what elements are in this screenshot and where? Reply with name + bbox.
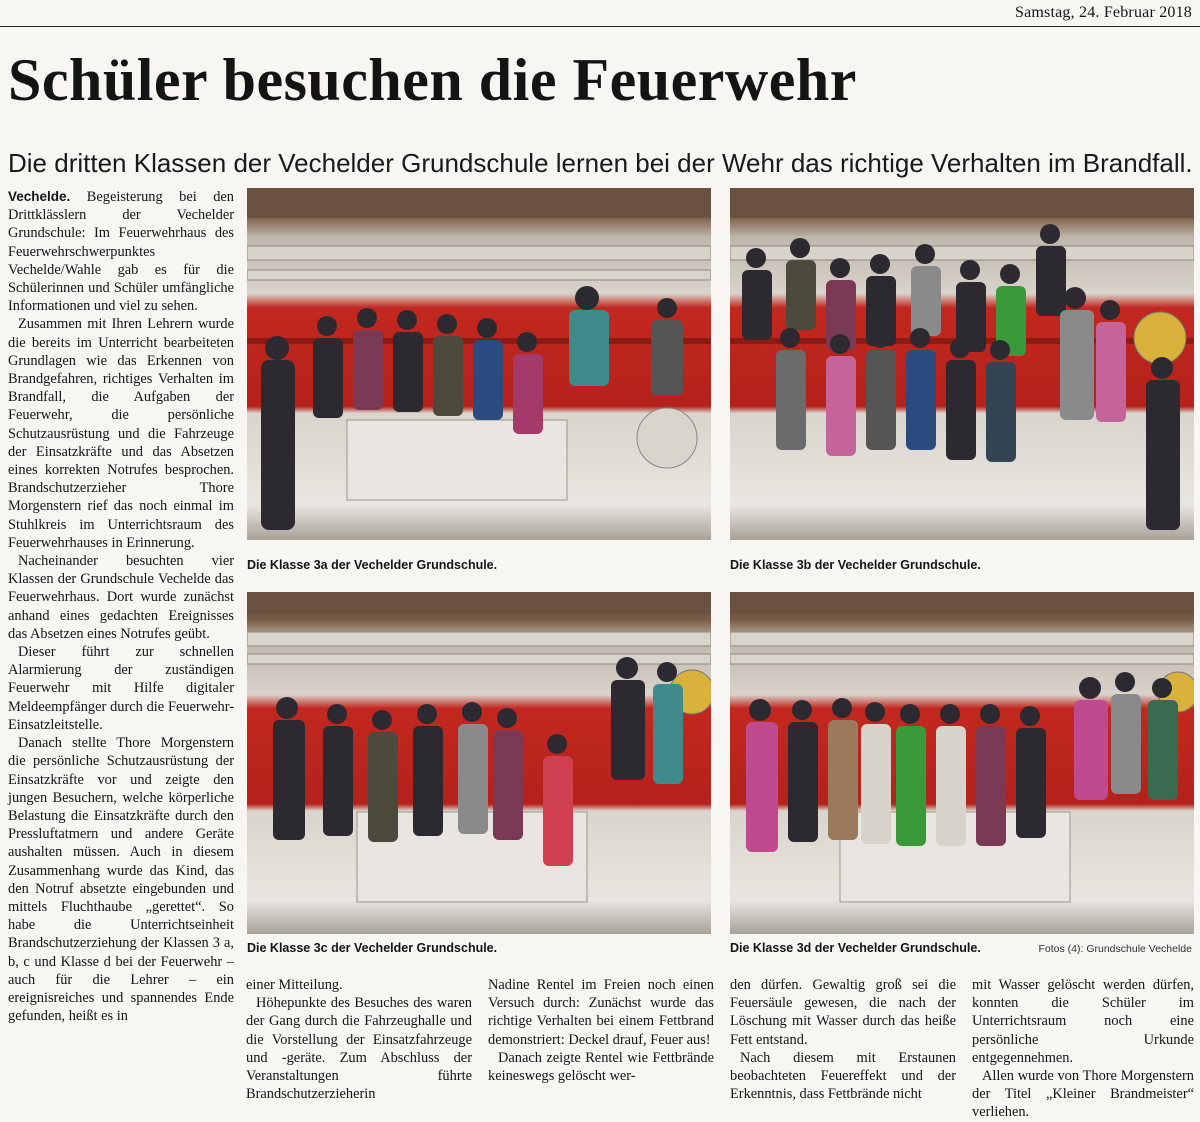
photo-caption: Die Klasse 3a der Vechelder Grundschule. [247, 558, 498, 572]
photo-credit: Fotos (4): Grundschule Vechelde [1038, 943, 1192, 955]
article-column-2 [246, 976, 472, 1103]
dateline: Vechelde. [8, 189, 71, 204]
paragraph: Vechelde. Begeisterung bei den Drittklässlern der Vechelder Grundschule: Im Feuerwehrhaus des Feuerwehrschwerpunktes Vechelde/Wahle gab es für die Schülerinnen und Schüler umfängliche Informationen und viel zu sehen. [8, 189, 234, 315]
paragraph: Zusammen mit Ihren Lehrern wurde die bereits im Unterricht bearbeiteten Grundlagen wie das Erkennen von Brandgefahren, richtiges Verhalten im Brandfall, die Aufgaben der Feuerwehr, die persönliche Schutzausrüstung und die Fahrzeuge der Einsatzkräfte und das Absetzen eines korrekten Notrufes besprochen. Brandschutzerzieher Thore Morgenstern rief das noch einmal im Stuhlkreis im Unterrichtsraum des Feuerwehrhauses in Erinnerung. [8, 316, 234, 551]
paragraph: mit Wasser gelöscht werden dürfen, konnten die Schüler im Unterrichtsraum noch eine persönliche Urkunde entgegennehmen. [972, 977, 1194, 1066]
photo-class-3b [730, 188, 1194, 540]
paragraph: Dieser führt zur schnellen Alarmierung der zuständigen Feuerwehr mit Hilfe digitaler Meldeempfänger durch die Feuerwehr-Einsatzleitstelle. [8, 644, 234, 733]
article-column-1 [8, 188, 234, 1025]
headline: Schüler besuchen die Feuerwehr [8, 47, 857, 113]
paragraph: Allen wurde von Thore Morgenstern der Titel „Kleiner Brandmeister“ verliehen. [972, 1068, 1194, 1121]
paragraph: Danach stellte Thore Morgenstern die persönliche Schutzausrüstung der Einsatzkräfte vor und zeigte den jungen Besuchern, welche körperliche Belastung die Einsatzkräfte durch den Pressluftatmern und andere Geräte aushalten müssen. Auch in diesem Zusammenhang wurde das Kind, das den Notruf absetzte eingebunden und mittels Fluchthaube „gerettet“. So habe die Unterrichtseinheit Brandschutzerziehung der Klassen 3 a, b, c und Klasse d bei der Feuerwehr – auch für die Lehrer – ein ereignisreiches und spannendes Ende gefunden, heißt es in [8, 735, 234, 1025]
photo-caption: Die Klasse 3b der Vechelder Grundschule. [730, 558, 981, 572]
issue-date: Samstag, 24. Februar 2018 [1015, 4, 1192, 21]
subheadline: Die dritten Klassen der Vechelder Grundschule lernen bei der Wehr das richtige Verhalten im Brandfall. [8, 148, 1193, 178]
photo-class-3d [730, 592, 1194, 934]
paragraph: Nacheinander besuchten vier Klassen der Grundschule Vechelde das Feuerwehrhaus. Dort wurde zunächst anhand eines gedachten Ereignisses das Absetzen eines Notrufes geübt. [8, 553, 234, 642]
paragraph: den dürfen. Gewaltig groß sei die Feuersäule gewesen, die nach der Löschung mit Wasser durch das heiße Fett entstand. [730, 977, 956, 1048]
paragraph: Höhepunkte des Besuches des waren der Gang durch die Fahrzeughalle und die Vorstellung der Einsatzfahrzeuge und -geräte. Zum Abschluss der Veranstaltungen führte Brandschutzerzieherin [246, 995, 472, 1103]
photo-class-3a [247, 188, 711, 540]
article-column-3 [488, 976, 714, 1085]
paragraph: Nadine Rentel im Freien noch einen Versuch durch: Zunächst wurde das richtige Verhalten bei einem Fettbrand demonstriert: Deckel drauf, Feuer aus! [488, 977, 714, 1048]
header-rule [0, 26, 1200, 27]
article-column-5 [972, 976, 1194, 1122]
photo-caption: Die Klasse 3c der Vechelder Grundschule. [247, 941, 498, 955]
article-column-4 [730, 976, 956, 1103]
paragraph: Danach zeigte Rentel wie Fettbrände keineswegs gelöscht wer- [488, 1049, 714, 1085]
photo-caption: Die Klasse 3d der Vechelder Grundschule. [730, 941, 981, 955]
paragraph: einer Mitteilung. [246, 977, 343, 993]
photo-class-3c [247, 592, 711, 934]
paragraph: Nach diesem mit Erstaunen beobachteten Feuereffekt und der Erkenntnis, dass Fettbrände nicht [730, 1049, 956, 1103]
